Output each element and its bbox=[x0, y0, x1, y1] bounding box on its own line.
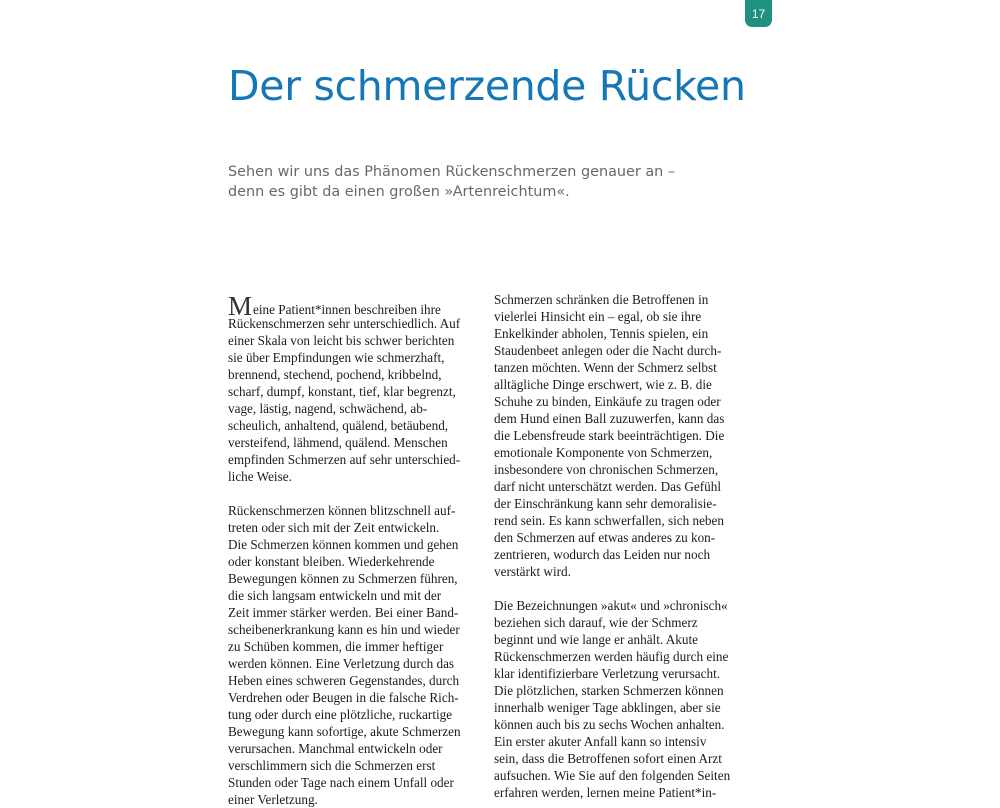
chapter-subtitle bbox=[228, 162, 688, 202]
text-line: Die plötzlichen, starken Schmerzen können bbox=[494, 683, 724, 698]
text-line: können auch bis zu sechs Wochen anhalten. bbox=[494, 717, 725, 732]
text-line: Rückenschmerzen können blitzschnell auf- bbox=[228, 503, 456, 518]
text-line: klar identifizierbare Verletzung verursacht. bbox=[494, 666, 721, 681]
text-line: scheulich, anhaltend, quälend, betäubend, bbox=[228, 418, 449, 433]
text-line: Bewegung kann sofortige, akute Schmerzen bbox=[228, 724, 461, 739]
text-line: werden können. Eine Verletzung durch das bbox=[228, 656, 455, 671]
text-line: scheibenerkrankung kann es hin und wieder bbox=[228, 622, 460, 637]
drop-cap: M bbox=[228, 291, 253, 321]
text-line: versteifend, lähmend, quälend. Menschen bbox=[228, 435, 448, 450]
text-line: darf nicht unterschätzt werden. Das Gefühl bbox=[494, 479, 722, 494]
text-line: vage, lästig, nagend, schwächend, ab- bbox=[228, 401, 428, 416]
left-text-column bbox=[228, 291, 473, 808]
text-line: erfahren werden, lernen meine Patient*in- bbox=[494, 785, 717, 800]
first-line-text: eine Patient*innen beschreiben ihre bbox=[253, 302, 441, 317]
text-line: Schuhe zu binden, Einkäufe zu tragen oder bbox=[494, 394, 721, 409]
text-line: einer Skala von leicht bis schwer berichten bbox=[228, 333, 455, 348]
text-line: alltägliche Dinge erschwert, wie z. B. die bbox=[494, 377, 712, 392]
text-line: Staudenbeet anlegen oder die Nacht durch- bbox=[494, 343, 722, 358]
first-line bbox=[228, 291, 473, 321]
paragraph-gap bbox=[228, 485, 473, 502]
paragraph bbox=[228, 315, 473, 485]
page-title: Der schmerzende Rücken bbox=[228, 62, 746, 110]
text-line: beginnt und wie lange er anhält. Akute bbox=[494, 632, 698, 647]
text-line: verursachen. Manchmal entwickeln oder bbox=[228, 741, 443, 756]
text-line: liche Weise. bbox=[228, 469, 292, 484]
text-line: innerhalb weniger Tage abklingen, aber sie bbox=[494, 700, 721, 715]
right-text-column bbox=[494, 291, 739, 801]
text-line: dem Hund einen Ball zuzuwerfen, kann das bbox=[494, 411, 725, 426]
text-line: sein, dass die Betroffenen sofort einen Arzt bbox=[494, 751, 722, 766]
text-line: Verdrehen oder Beugen in die falsche Rich- bbox=[228, 690, 459, 705]
text-line: oder konstant bleiben. Wiederkehrende bbox=[228, 554, 435, 569]
text-line: brennend, stechend, pochend, kribbelnd, bbox=[228, 367, 442, 382]
text-line: tanzen möchten. Wenn der Schmerz selbst bbox=[494, 360, 717, 375]
text-line: die sich langsam entwickeln und mit der bbox=[228, 588, 442, 603]
text-line: Heben eines schweren Gegenstandes, durch bbox=[228, 673, 460, 688]
text-line: insbesondere von chronischen Schmerzen, bbox=[494, 462, 719, 477]
text-line: Rückenschmerzen sehr unterschiedlich. Auf bbox=[228, 316, 461, 331]
text-line: sie über Empfindungen wie schmerzhaft, bbox=[228, 350, 445, 365]
text-line: treten oder sich mit der Zeit entwickeln. bbox=[228, 520, 440, 535]
paragraph bbox=[228, 502, 473, 808]
text-line: die Lebensfreude stark beeinträchtigen. Die bbox=[494, 428, 725, 443]
text-line: Bewegungen können zu Schmerzen führen, bbox=[228, 571, 458, 586]
text-line: Die Schmerzen können kommen und gehen bbox=[228, 537, 459, 552]
text-line: rend sein. Es kann schwerfallen, sich neben bbox=[494, 513, 724, 528]
paragraph-gap bbox=[494, 580, 739, 597]
text-line: der Einschränkung kann sehr demoralisie- bbox=[494, 496, 717, 511]
paragraph bbox=[494, 597, 739, 801]
text-line: verschlimmern sich die Schmerzen erst bbox=[228, 758, 436, 773]
text-line: emotionale Komponente von Schmerzen, bbox=[494, 445, 713, 460]
text-line: zentrieren, wodurch das Leiden nur noch bbox=[494, 547, 711, 562]
text-line: beziehen sich darauf, wie der Schmerz bbox=[494, 615, 698, 630]
text-line: Rückenschmerzen werden häufig durch eine bbox=[494, 649, 729, 664]
text-line: vielerlei Hinsicht ein – egal, ob sie ihre bbox=[494, 309, 702, 324]
text-line: den Schmerzen auf etwas anderes zu kon- bbox=[494, 530, 716, 545]
text-line: Enkelkinder abholen, Tennis spielen, ein bbox=[494, 326, 709, 341]
text-line: empfinden Schmerzen auf sehr unterschied- bbox=[228, 452, 461, 467]
text-line: einer Verletzung. bbox=[228, 792, 318, 807]
text-line: Stunden oder Tage nach einem Unfall oder bbox=[228, 775, 454, 790]
text-line: Ein erster akuter Anfall kann so intensiv bbox=[494, 734, 707, 749]
text-line: zu Schüben kommen, die immer heftiger bbox=[228, 639, 444, 654]
subtitle-line: denn es gibt da einen großen »Artenreichtum«. bbox=[228, 184, 570, 200]
text-line: verstärkt wird. bbox=[494, 564, 571, 579]
paragraph bbox=[494, 291, 739, 580]
text-line: Schmerzen schränken die Betroffenen in bbox=[494, 292, 709, 307]
text-line: scharf, dumpf, konstant, tief, klar begrenzt, bbox=[228, 384, 456, 399]
subtitle-line: Sehen wir uns das Phänomen Rückenschmerzen genauer an – bbox=[228, 164, 676, 180]
text-line: aufsuchen. Wie Sie auf den folgenden Seiten bbox=[494, 768, 731, 783]
page-number-badge: 17 bbox=[745, 0, 772, 27]
text-line: Zeit immer stärker werden. Bei einer Band- bbox=[228, 605, 459, 620]
text-line: tung oder durch eine plötzliche, ruckartige bbox=[228, 707, 453, 722]
text-line: Die Bezeichnungen »akut« und »chronisch« bbox=[494, 598, 728, 613]
